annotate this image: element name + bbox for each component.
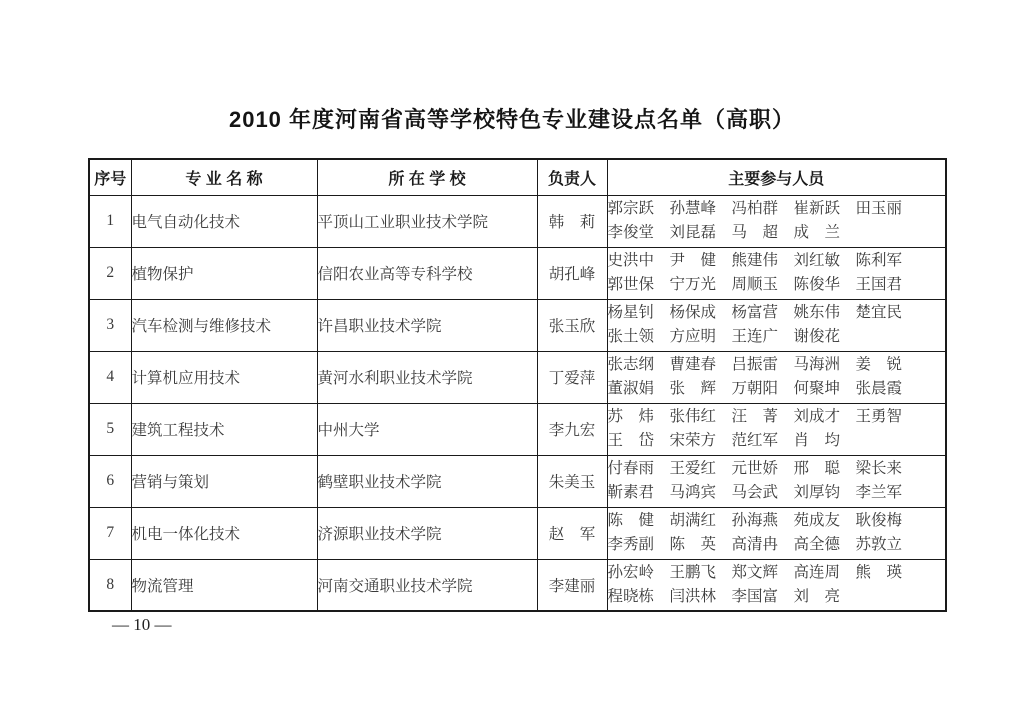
participants-line: 史洪中 尹 健 熊建伟 刘红敏 陈利军 <box>607 252 903 269</box>
cell-serial: 7 <box>89 507 131 559</box>
cell-leader: 胡孔峰 <box>537 247 607 299</box>
participants-line: 付春雨 王爱红 元世娇 邢 聪 梁长来 <box>607 460 903 477</box>
cell-school: 许昌职业技术学院 <box>317 299 537 351</box>
cell-leader: 李九宏 <box>537 403 607 455</box>
cell-major: 建筑工程技术 <box>131 403 317 455</box>
cell-school: 济源职业技术学院 <box>317 507 537 559</box>
cell-participants <box>607 507 946 559</box>
participants-line: 杨星钊 杨保成 杨富营 姚东伟 楚宜民 <box>607 304 903 321</box>
cell-school: 黄河水利职业技术学院 <box>317 351 537 403</box>
cell-school: 信阳农业高等专科学校 <box>317 247 537 299</box>
col-header-participants: 主要参与人员 <box>607 159 946 195</box>
specialty-roster-table <box>88 158 947 612</box>
table-row <box>89 559 946 611</box>
cell-leader: 丁爱萍 <box>537 351 607 403</box>
cell-serial: 4 <box>89 351 131 403</box>
cell-school: 平顶山工业职业技术学院 <box>317 195 537 247</box>
cell-participants <box>607 403 946 455</box>
table-header-row <box>89 159 946 195</box>
cell-major: 机电一体化技术 <box>131 507 317 559</box>
participants-line: 郭世保 宁万光 周顺玉 陈俊华 王国君 <box>607 276 903 293</box>
participants-line: 李俊堂 刘昆磊 马 超 成 兰 <box>607 224 841 241</box>
participants-line: 苏 炜 张伟红 汪 菁 刘成才 王勇智 <box>607 408 903 425</box>
cell-serial: 5 <box>89 403 131 455</box>
page-title: 2010 年度河南省高等学校特色专业建设点名单（高职） <box>228 107 796 132</box>
participants-line: 李秀副 陈 英 高清冉 高全德 苏敦立 <box>607 536 903 553</box>
cell-major: 汽车检测与维修技术 <box>131 299 317 351</box>
col-header-serial: 序号 <box>89 159 131 195</box>
cell-major: 物流管理 <box>131 559 317 611</box>
table-row <box>89 455 946 507</box>
cell-serial: 3 <box>89 299 131 351</box>
cell-participants <box>607 351 946 403</box>
table-row <box>89 299 946 351</box>
table-row <box>89 403 946 455</box>
participants-line: 王 岱 宋荣方 范红军 肖 均 <box>607 432 841 449</box>
participants-line: 董淑娟 张 辉 万朝阳 何聚坤 张晨霞 <box>607 380 903 397</box>
cell-school: 中州大学 <box>317 403 537 455</box>
cell-leader: 赵 军 <box>537 507 607 559</box>
table-row <box>89 195 946 247</box>
cell-leader: 朱美玉 <box>537 455 607 507</box>
cell-participants <box>607 299 946 351</box>
cell-serial: 1 <box>89 195 131 247</box>
cell-serial: 2 <box>89 247 131 299</box>
cell-major: 电气自动化技术 <box>131 195 317 247</box>
participants-line: 张志纲 曹建春 吕振雷 马海洲 姜 锐 <box>607 356 903 373</box>
cell-participants <box>607 195 946 247</box>
cell-participants <box>607 559 946 611</box>
cell-major: 计算机应用技术 <box>131 351 317 403</box>
cell-participants <box>607 247 946 299</box>
cell-serial: 8 <box>89 559 131 611</box>
participants-line: 郭宗跃 孙慧峰 冯柏群 崔新跃 田玉丽 <box>607 200 903 217</box>
participants-line: 靳素君 马鸿宾 马会武 刘厚钧 李兰军 <box>607 484 903 501</box>
table-row <box>89 351 946 403</box>
cell-school: 鹤壁职业技术学院 <box>317 455 537 507</box>
cell-serial: 6 <box>89 455 131 507</box>
participants-line: 张土领 方应明 王连广 谢俊花 <box>607 328 841 345</box>
cell-participants <box>607 455 946 507</box>
participants-line: 程晓栋 闫洪林 李国富 刘 亮 <box>607 587 841 605</box>
participants-line: 陈 健 胡满红 孙海燕 苑成友 耿俊梅 <box>607 512 903 529</box>
cell-major: 植物保护 <box>131 247 317 299</box>
col-header-leader: 负责人 <box>537 159 607 195</box>
participants-line: 孙宏岭 王鹏飞 郑文辉 高连周 熊 瑛 <box>607 563 903 581</box>
col-header-major: 专 业 名 称 <box>131 159 317 195</box>
cell-school: 河南交通职业技术学院 <box>317 559 537 611</box>
page-number: — 10 — <box>112 615 172 634</box>
col-header-school: 所 在 学 校 <box>317 159 537 195</box>
cell-leader: 韩 莉 <box>537 195 607 247</box>
table-row <box>89 507 946 559</box>
cell-major: 营销与策划 <box>131 455 317 507</box>
cell-leader: 张玉欣 <box>537 299 607 351</box>
table-row <box>89 247 946 299</box>
cell-leader: 李建丽 <box>537 559 607 611</box>
